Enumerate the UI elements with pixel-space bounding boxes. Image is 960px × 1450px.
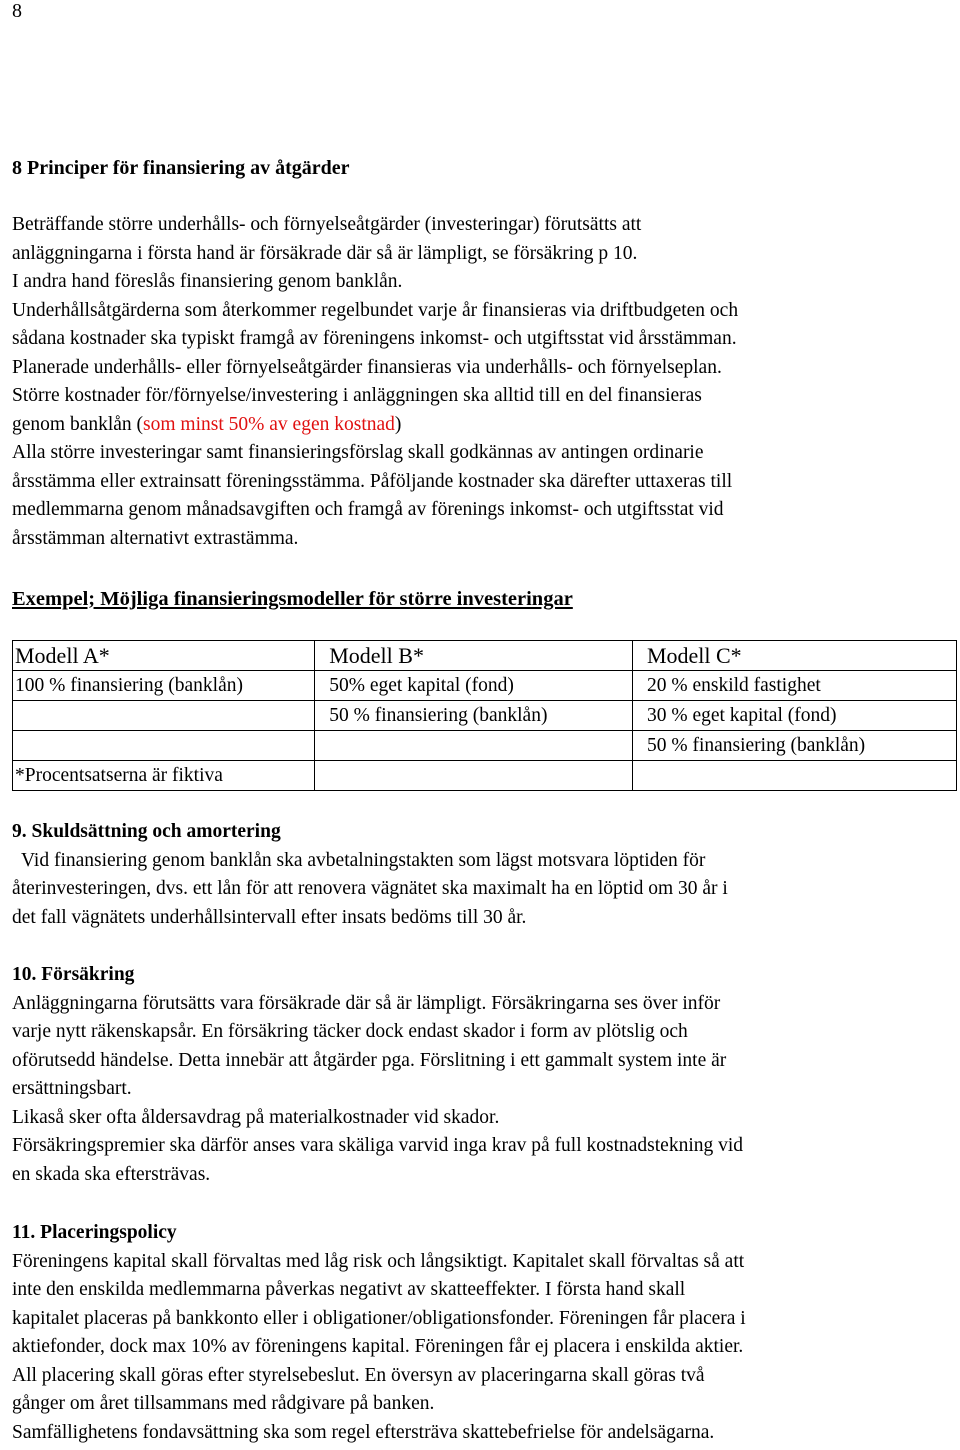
- section-11-heading: 11. Placeringspolicy: [12, 1222, 177, 1243]
- body-line: Likaså sker ofta åldersavdrag på materialkostnader vid skador.: [12, 1106, 500, 1128]
- section-10-heading: 10. Försäkring: [12, 964, 135, 985]
- table-row: [13, 671, 957, 701]
- red-emphasis-text: som minst 50% av egen kostnad: [143, 413, 395, 435]
- table-row: [13, 761, 957, 791]
- body-line: Planerade underhålls- eller förnyelseåtgärder finansieras via underhålls- och förnyelseplan.: [12, 356, 722, 378]
- section-11: [12, 1219, 952, 1447]
- body-line: All placering skall göras efter styrelsebeslut. En översyn av placeringarna skall göras två: [12, 1364, 705, 1386]
- table-cell: [13, 701, 315, 731]
- body-line: årsstämma eller extrainsatt föreningsstämma. Påföljande kostnader ska därefter uttaxeras till: [12, 470, 733, 492]
- body-line: årsstämman alternativt extrastämma.: [12, 527, 299, 549]
- header-model-b: Modell B*: [315, 641, 633, 671]
- table-cell: 20 % enskild fastighet: [632, 671, 956, 701]
- table-row: [13, 731, 957, 761]
- body-line: en skada ska eftersträvas.: [12, 1163, 211, 1185]
- table-cell: [13, 731, 315, 761]
- body-line: Föreningens kapital skall förvaltas med låg risk och långsiktigt. Kapitalet skall förvaltas så att: [12, 1250, 745, 1272]
- table-cell: 100 % finansiering (banklån): [13, 671, 315, 701]
- body-line: Försäkringspremier ska därför anses vara skäliga varvid inga krav på full kostnadstekning vid: [12, 1135, 744, 1156]
- line-prefix: genom banklån (: [12, 413, 144, 435]
- section-9-heading: 9. Skuldsättning och amortering: [12, 821, 281, 842]
- financing-models-table: [12, 640, 957, 791]
- body-line: oförutsedd händelse. Detta innebär att åtgärder pga. Förslitning i ett gammalt system inte är: [12, 1049, 727, 1071]
- body-line: det fall vägnätets underhållsintervall efter insats bedöms till 30 år.: [12, 906, 527, 928]
- body-line: aktiefonder, dock max 10% av föreningens kapital. Föreningen får ej placera i enskilda aktier.: [12, 1336, 744, 1357]
- body-line: Större kostnader för/förnyelse/investering i anläggningen ska alltid till en del finansieras: [12, 385, 702, 406]
- table-cell: 50 % finansiering (banklån): [632, 731, 956, 761]
- body-line: Samfällighetens fondavsättning ska som regel eftersträva skattebefrielse för andelsägarna.: [12, 1421, 715, 1443]
- section-10: [12, 961, 952, 1189]
- body-line: återinvesteringen, dvs. ett lån för att renovera vägnätet ska maximalt ha en löptid om 30 år i: [12, 878, 728, 899]
- body-line: Underhållsåtgärderna som återkommer regelbundet varje år finansieras via driftbudgeten och: [12, 299, 739, 321]
- body-line: Beträffande större underhålls- och förnyelseåtgärder (investeringar) förutsätts att: [12, 214, 642, 235]
- table-cell: *Procentsatserna är fiktiva: [13, 761, 315, 791]
- table-cell: 30 % eget kapital (fond): [632, 701, 956, 731]
- table-cell: 50% eget kapital (fond): [315, 671, 633, 701]
- table-row: [13, 701, 957, 731]
- table-header-row: [13, 641, 957, 671]
- table-cell: [315, 761, 633, 791]
- body-line: anläggningarna i första hand är försäkrade där så är lämpligt, se försäkring p 10.: [12, 242, 638, 264]
- body-line: gånger om året tillsammans med rådgivare på banken.: [12, 1393, 435, 1414]
- header-model-a: Modell A*: [13, 641, 315, 671]
- page-number: 8: [12, 0, 22, 22]
- header-model-c: Modell C*: [632, 641, 956, 671]
- body-line: inte den enskilda medlemmarna påverkas negativt av skatteeffekter. I första hand skall: [12, 1279, 686, 1300]
- section-8-body: [12, 211, 952, 553]
- body-line: ersättningsbart.: [12, 1078, 132, 1099]
- section-9: [12, 818, 952, 932]
- body-line: varje nytt räkenskapsår. En försäkring täcker dock endast skador i form av plötslig och: [12, 1021, 688, 1042]
- example-heading: Exempel; Möjliga finansieringsmodeller för större investeringar: [12, 588, 573, 610]
- section-8-heading: 8 Principer för finansiering av åtgärder: [12, 157, 350, 179]
- body-line: I andra hand föreslås finansiering genom banklån.: [12, 271, 403, 292]
- body-line: sådana kostnader ska typiskt framgå av föreningens inkomst- och utgiftsstat vid årsstämman.: [12, 328, 737, 349]
- body-line: Vid finansiering genom banklån ska avbetalningstakten som lägst motsvara löptiden för: [21, 849, 706, 871]
- body-line: Anläggningarna förutsätts vara försäkrade där så är lämpligt. Försäkringarna ses över inför: [12, 992, 721, 1014]
- table-cell: 50 % finansiering (banklån): [315, 701, 633, 731]
- body-line: Alla större investeringar samt finansieringsförslag skall godkännas av antingen ordinarie: [12, 442, 704, 463]
- body-line: medlemmarna genom månadsavgiften och framgå av förenings inkomst- och utgiftsstat vid: [12, 499, 724, 520]
- table-cell: [632, 761, 956, 791]
- body-line-with-emphasis: [12, 411, 952, 440]
- line-suffix: ): [394, 413, 402, 435]
- body-line: kapitalet placeras på bankkonto eller i obligationer/obligationsfonder. Föreningen får placera i: [12, 1307, 746, 1329]
- table-cell: [315, 731, 633, 761]
